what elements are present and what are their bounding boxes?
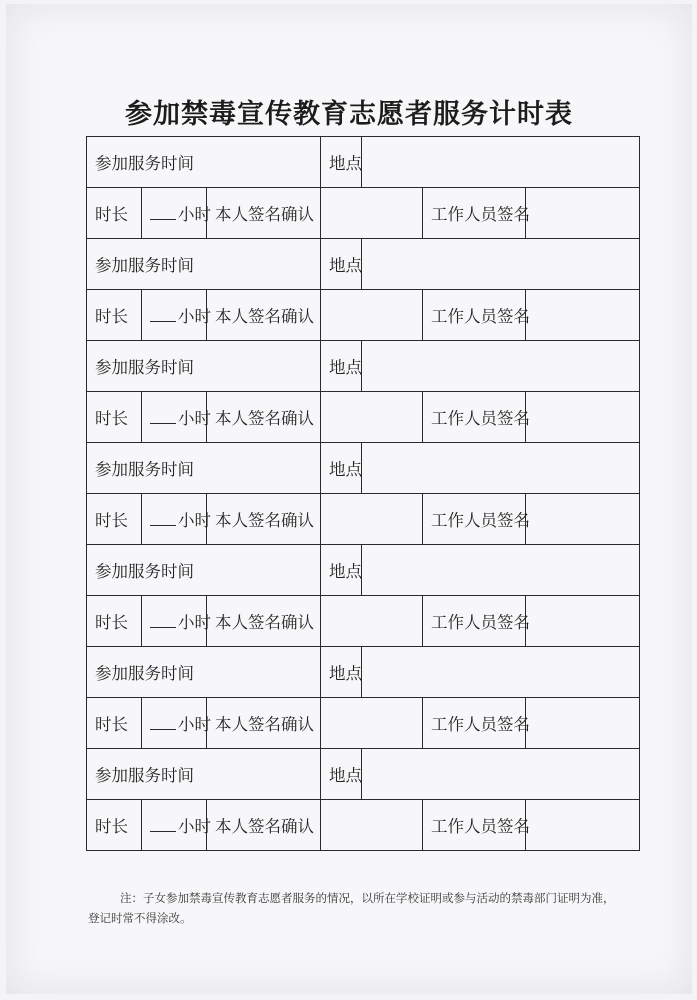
service-time-row	[87, 647, 640, 698]
staff-signature-field[interactable]	[526, 800, 640, 851]
staff-signature-label-cell	[423, 290, 530, 341]
service-time-field[interactable]	[87, 647, 321, 698]
hours-field[interactable]	[142, 698, 211, 749]
staff-signature-field[interactable]	[526, 494, 640, 545]
self-signature-field[interactable]	[321, 392, 423, 443]
staff-signature-label-cell	[423, 392, 530, 443]
duration-row	[87, 290, 640, 341]
self-signature-label: 本人签名确认	[215, 307, 314, 326]
staff-signature-label: 工作人员签名	[431, 817, 530, 836]
service-time-label: 参加服务时间	[95, 664, 194, 683]
self-signature-label-cell	[207, 188, 321, 239]
hours-unit: 小时	[178, 817, 211, 836]
hours-field[interactable]	[142, 290, 211, 341]
duration-label-cell	[87, 494, 142, 545]
location-field[interactable]	[362, 647, 640, 698]
duration-label-cell	[87, 290, 142, 341]
footnote-line-1: 注：子女参加禁毒宣传教育志愿者服务的情况，以所在学校证明或参与活动的禁毒部门证明为准，	[120, 891, 615, 905]
hours-unit: 小时	[178, 205, 211, 224]
service-time-label: 参加服务时间	[95, 562, 194, 581]
hours-blank[interactable]	[150, 715, 176, 730]
duration-row	[87, 188, 640, 239]
self-signature-label-cell	[207, 494, 321, 545]
location-label-cell	[321, 239, 362, 290]
duration-row	[87, 392, 640, 443]
duration-row	[87, 596, 640, 647]
staff-signature-label-cell	[423, 188, 530, 239]
hours-field[interactable]	[142, 188, 211, 239]
duration-row	[87, 800, 640, 851]
hours-field[interactable]	[142, 392, 211, 443]
duration-label-cell	[87, 392, 142, 443]
hours-field[interactable]	[142, 596, 211, 647]
self-signature-field[interactable]	[321, 188, 423, 239]
hours-blank[interactable]	[150, 409, 176, 424]
self-signature-label: 本人签名确认	[215, 511, 314, 530]
self-signature-field[interactable]	[321, 800, 423, 851]
location-field[interactable]	[362, 137, 640, 188]
self-signature-field[interactable]	[321, 698, 423, 749]
location-label-cell	[321, 341, 362, 392]
duration-row	[87, 698, 640, 749]
location-label: 地点	[329, 664, 362, 683]
hours-field[interactable]	[142, 800, 211, 851]
hours-blank[interactable]	[150, 613, 176, 628]
location-label-cell	[321, 137, 362, 188]
service-time-row	[87, 239, 640, 290]
self-signature-label-cell	[207, 698, 321, 749]
staff-signature-label-cell	[423, 800, 530, 851]
staff-signature-field[interactable]	[526, 596, 640, 647]
service-time-row	[87, 341, 640, 392]
location-field[interactable]	[362, 341, 640, 392]
self-signature-label: 本人签名确认	[215, 817, 314, 836]
duration-label: 时长	[95, 817, 128, 836]
hours-field[interactable]	[142, 494, 211, 545]
location-field[interactable]	[362, 545, 640, 596]
hours-blank[interactable]	[150, 817, 176, 832]
duration-label: 时长	[95, 205, 128, 224]
footnote-line-2: 登记时常不得涂改。	[88, 911, 192, 925]
staff-signature-field[interactable]	[526, 188, 640, 239]
duration-label-cell	[87, 188, 142, 239]
self-signature-field[interactable]	[321, 494, 423, 545]
paper-sheet	[6, 4, 692, 994]
staff-signature-field[interactable]	[526, 392, 640, 443]
service-hours-table	[86, 136, 640, 851]
staff-signature-label: 工作人员签名	[431, 409, 530, 428]
self-signature-label: 本人签名确认	[215, 409, 314, 428]
duration-label-cell	[87, 800, 142, 851]
location-label-cell	[321, 443, 362, 494]
footnote	[88, 888, 638, 928]
service-time-label: 参加服务时间	[95, 766, 194, 785]
hours-unit: 小时	[178, 613, 211, 632]
hours-blank[interactable]	[150, 511, 176, 526]
staff-signature-label-cell	[423, 698, 530, 749]
hours-unit: 小时	[178, 511, 211, 530]
staff-signature-label: 工作人员签名	[431, 613, 530, 632]
self-signature-field[interactable]	[321, 290, 423, 341]
service-time-row	[87, 443, 640, 494]
staff-signature-label: 工作人员签名	[431, 205, 530, 224]
location-field[interactable]	[362, 443, 640, 494]
staff-signature-label: 工作人员签名	[431, 307, 530, 326]
self-signature-label: 本人签名确认	[215, 205, 314, 224]
hours-blank[interactable]	[150, 205, 176, 220]
service-time-field[interactable]	[87, 341, 321, 392]
staff-signature-label: 工作人员签名	[431, 511, 530, 530]
duration-label: 时长	[95, 307, 128, 326]
self-signature-label: 本人签名确认	[215, 715, 314, 734]
service-time-field[interactable]	[87, 443, 321, 494]
service-time-field[interactable]	[87, 137, 321, 188]
self-signature-label-cell	[207, 392, 321, 443]
self-signature-field[interactable]	[321, 596, 423, 647]
self-signature-label-cell	[207, 596, 321, 647]
duration-label: 时长	[95, 613, 128, 632]
duration-label: 时长	[95, 715, 128, 734]
staff-signature-label-cell	[423, 596, 530, 647]
hours-unit: 小时	[178, 409, 211, 428]
duration-label-cell	[87, 596, 142, 647]
staff-signature-label: 工作人员签名	[431, 715, 530, 734]
duration-label-cell	[87, 698, 142, 749]
location-label: 地点	[329, 256, 362, 275]
hours-unit: 小时	[178, 715, 211, 734]
service-time-field[interactable]	[87, 749, 321, 800]
location-label-cell	[321, 545, 362, 596]
self-signature-label: 本人签名确认	[215, 613, 314, 632]
service-time-field[interactable]	[87, 545, 321, 596]
service-time-row	[87, 749, 640, 800]
location-label: 地点	[329, 460, 362, 479]
staff-signature-field[interactable]	[526, 698, 640, 749]
service-time-row	[87, 545, 640, 596]
service-time-field[interactable]	[87, 239, 321, 290]
service-time-label: 参加服务时间	[95, 256, 194, 275]
staff-signature-field[interactable]	[526, 290, 640, 341]
service-time-label: 参加服务时间	[95, 154, 194, 173]
self-signature-label-cell	[207, 290, 321, 341]
location-label: 地点	[329, 154, 362, 173]
location-field[interactable]	[362, 239, 640, 290]
staff-signature-label-cell	[423, 494, 530, 545]
duration-label: 时长	[95, 511, 128, 530]
location-label-cell	[321, 647, 362, 698]
location-label: 地点	[329, 562, 362, 581]
location-label: 地点	[329, 358, 362, 377]
hours-blank[interactable]	[150, 307, 176, 322]
service-time-label: 参加服务时间	[95, 460, 194, 479]
duration-label: 时长	[95, 409, 128, 428]
location-label-cell	[321, 749, 362, 800]
service-time-label: 参加服务时间	[95, 358, 194, 377]
location-field[interactable]	[362, 749, 640, 800]
service-time-row	[87, 137, 640, 188]
duration-row	[87, 494, 640, 545]
self-signature-label-cell	[207, 800, 321, 851]
hours-unit: 小时	[178, 307, 211, 326]
location-label: 地点	[329, 766, 362, 785]
page-title: 参加禁毒宣传教育志愿者服务计时表	[125, 99, 573, 130]
